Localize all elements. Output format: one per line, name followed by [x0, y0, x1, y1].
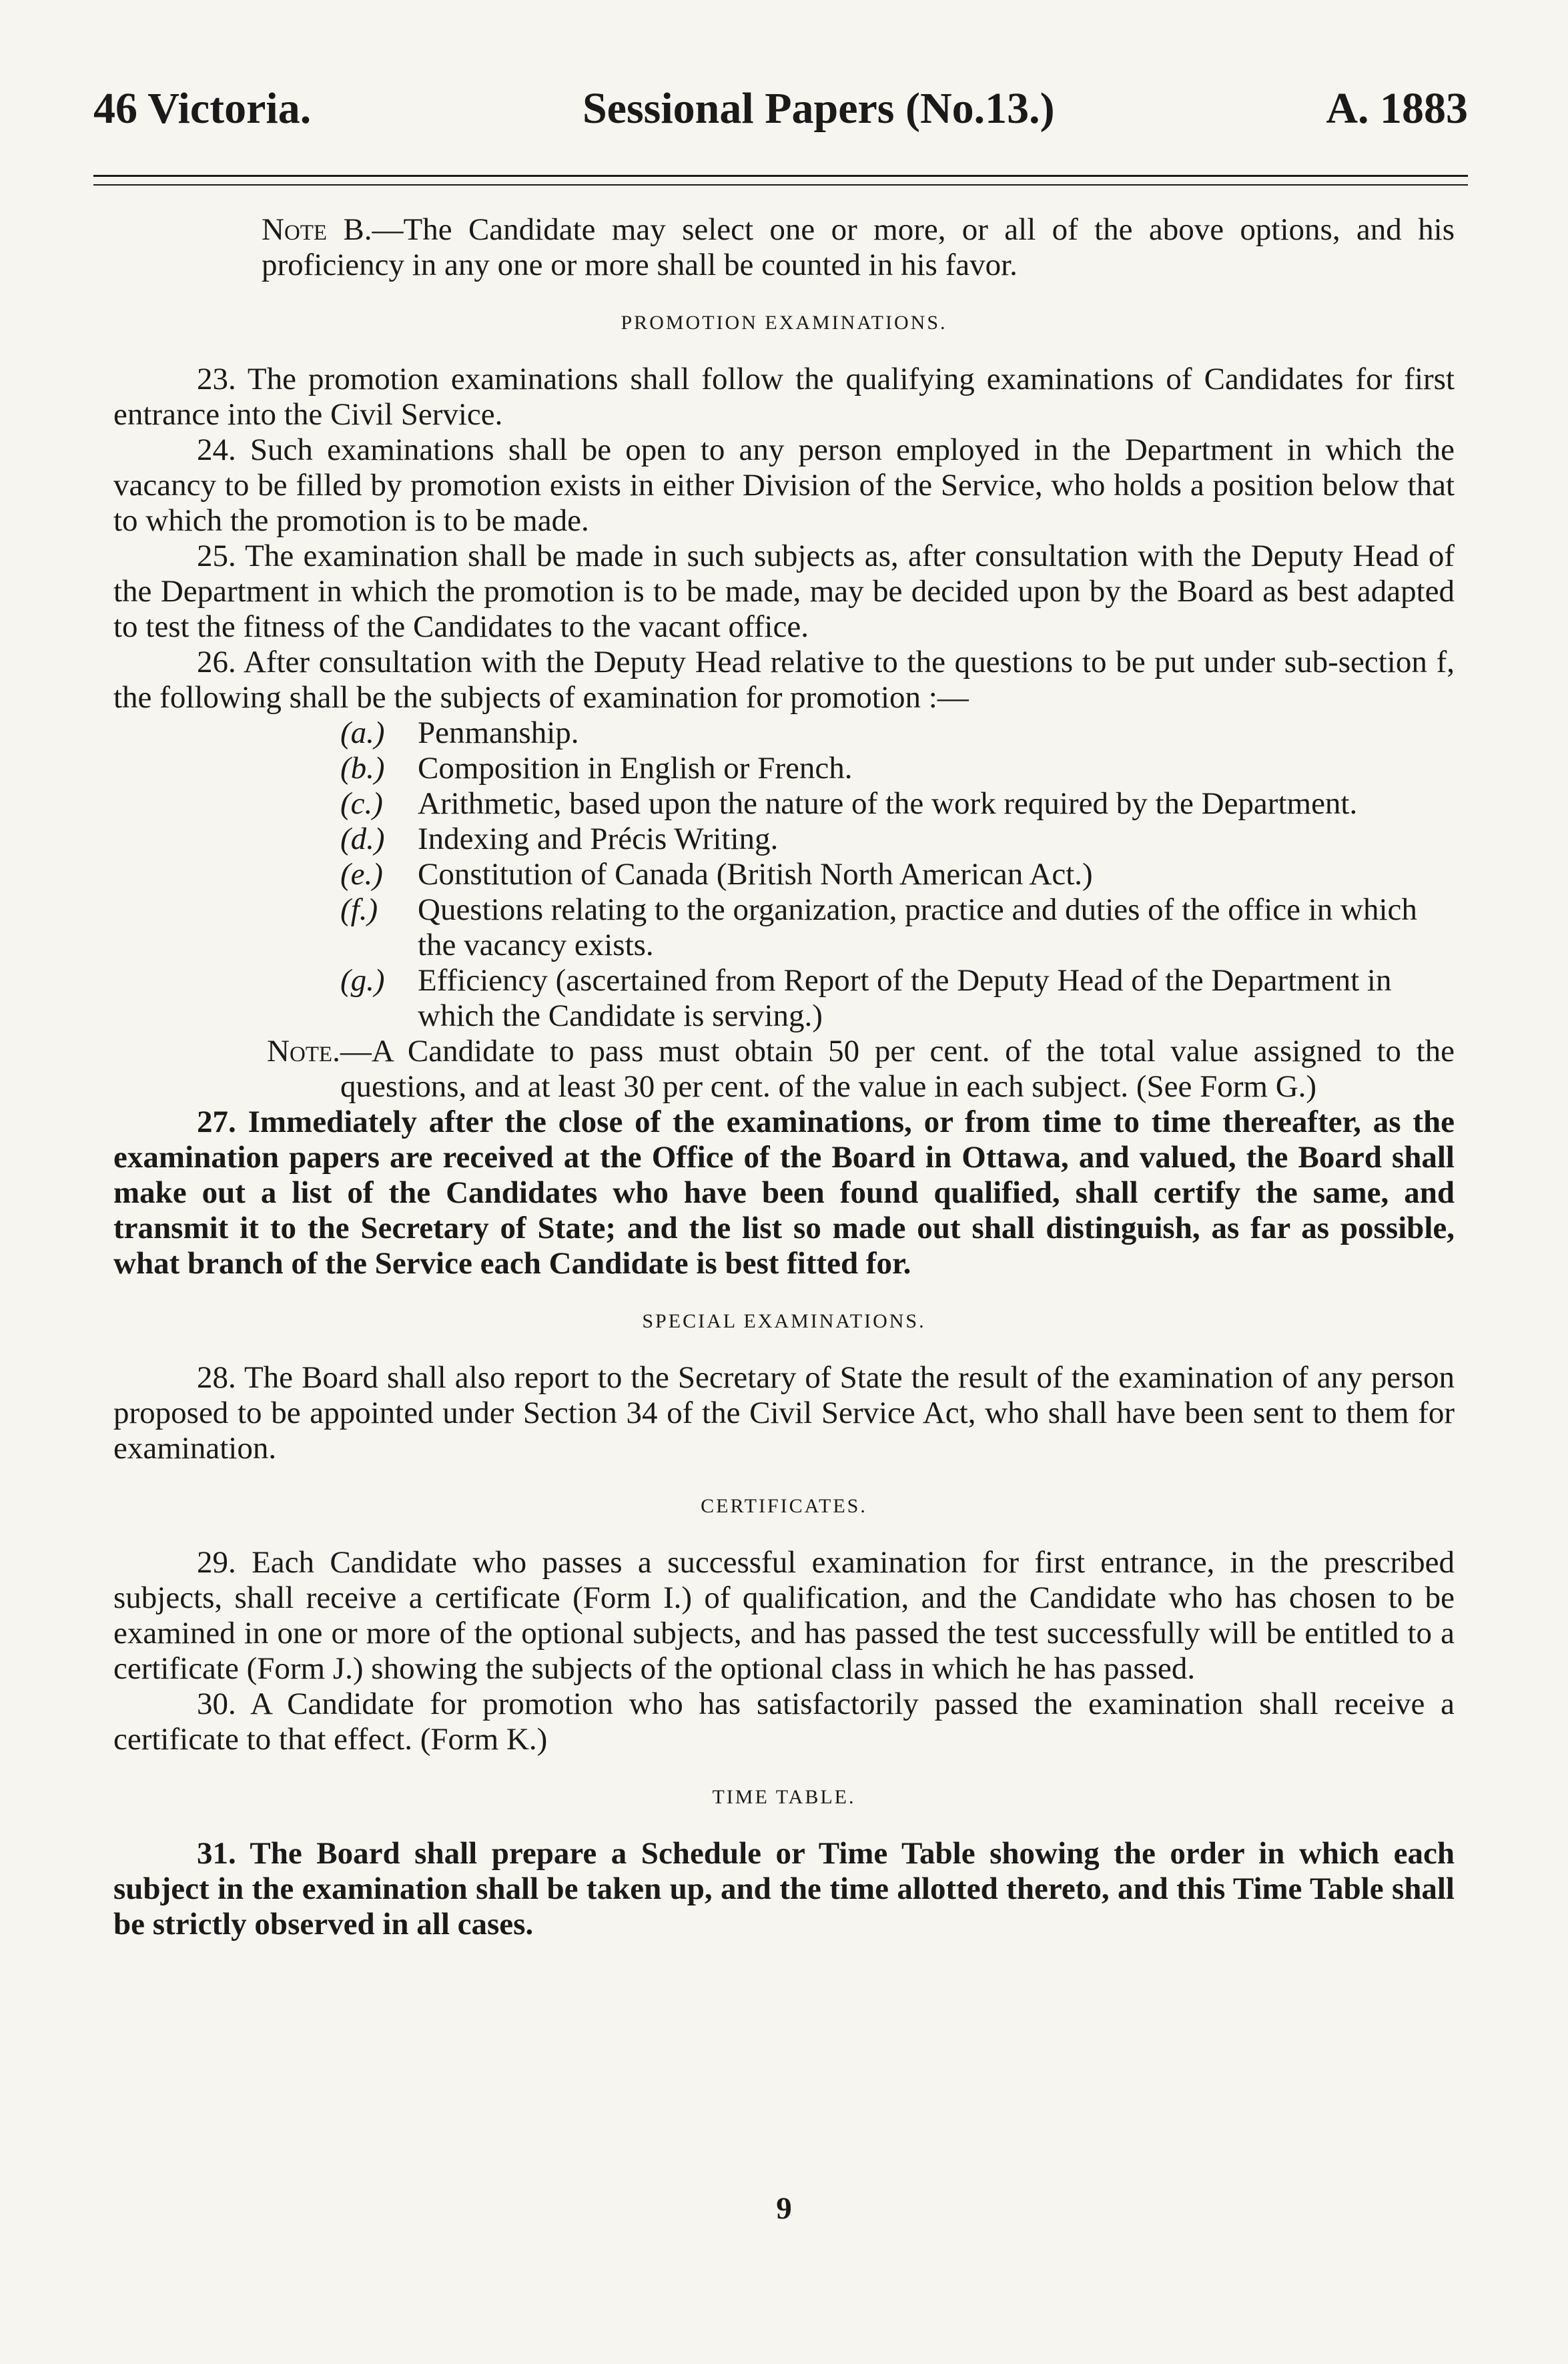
paragraph-23: 23. The promotion examinations shall follow the qualifying examinations of Candidates for first entrance into the Civil Service. [113, 362, 1455, 432]
page-number: 9 [776, 2191, 792, 2226]
list-item-label: (f.) [340, 892, 378, 927]
list-item-label: (c.) [340, 786, 383, 821]
document-body [113, 212, 1455, 1942]
list-item [340, 715, 1455, 751]
running-header [93, 79, 1468, 139]
paragraph-24: 24. Such examinations shall be open to any person employed in the Department in which the vacancy to be filled by promotion exists in either Division of the Service, who holds a position below that to which the promotion is to be made. [113, 432, 1455, 538]
promotion-note [113, 1034, 1455, 1105]
section-heading-promotion: PROMOTION EXAMINATIONS. [621, 312, 947, 334]
list-item-text: Penmanship. [418, 715, 579, 750]
note-label: Note. [267, 1034, 340, 1069]
list-item [340, 963, 1455, 1034]
list-item [340, 892, 1455, 963]
list-item [340, 751, 1455, 786]
list-item-label: (a.) [340, 715, 385, 750]
section-heading-special: SPECIAL EXAMINATIONS. [642, 1310, 926, 1332]
list-item-text: Arithmetic, based upon the nature of the work required by the Department. [418, 786, 1358, 821]
list-item [340, 822, 1455, 857]
list-item-label: (d.) [340, 822, 385, 856]
paragraph-30: 30. A Candidate for promotion who has satisfactorily passed the examination shall receive a certificate to that effect. (Form K.) [113, 1687, 1455, 1757]
header-title: Sessional Papers (No.13.) [582, 84, 1055, 133]
paragraph-25: 25. The examination shall be made in such subjects as, after consultation with the Deputy Head of the Department in which the promotion is to be made, may be decided upon by the Board as best adapted to test the fitness of the Candidates to the vacant office. [113, 539, 1455, 644]
section-heading-certificates: CERTIFICATES. [701, 1495, 867, 1517]
list-item [340, 786, 1455, 822]
list-item-text: Questions relating to the organization, practice and duties of the office in which the vacancy exists. [418, 892, 1417, 962]
header-volume: 46 Victoria. [93, 84, 312, 133]
list-item [340, 857, 1455, 892]
header-rule [93, 175, 1468, 177]
paragraph-27: 27. Immediately after the close of the examinations, or from time to time thereafter, as the examination papers are received at the Office of the Board in Ottawa, and valued, the Board shall make out a list of the Candidates who have been found qualified, shall certify the same, and transmit it to the Secretary of State; and the list so made out shall distinguish, as far as possible, what branch of the Service each Candidate is best fitted for. [113, 1105, 1455, 1281]
note-b-text: —The Candidate may select one or more, or all of the above options, and his proficiency in any one or more shall be counted in his favor. [262, 212, 1455, 282]
paragraph-29: 29. Each Candidate who passes a successful examination for first entrance, in the prescribed subjects, shall receive a certificate (Form I.) of qualification, and the Candidate who has chosen to be examined in one or more of the optional subjects, and has passed the test successfully will be entitled to a certificate (Form J.) showing the subjects of the optional class in which he has passed. [113, 1545, 1455, 1686]
header-rule-thin [93, 184, 1468, 186]
list-item-label: (e.) [340, 857, 383, 892]
note-text: —A Candidate to pass must obtain 50 per cent. of the total value assigned to the questions, and at least 30 per cent. of the value in each subject. (See Form G.) [340, 1034, 1455, 1104]
list-item-label: (g.) [340, 963, 385, 998]
paragraph-31: 31. The Board shall prepare a Schedule or Time Table showing the order in which each subject in the examination shall be taken up, and the time allotted thereto, and this Time Table shall be strictly observed in all cases. [113, 1836, 1455, 1942]
list-item-text: Indexing and Précis Writing. [418, 822, 779, 856]
list-item-label: (b.) [340, 751, 385, 786]
paragraph-26: 26. After consultation with the Deputy Head relative to the questions to be put under sub-section f, the following shall be the subjects of examination for promotion :— [113, 645, 1455, 715]
note-b-label: Note B. [262, 212, 372, 247]
paragraph-28: 28. The Board shall also report to the Secretary of State the result of the examination of any person proposed to be appointed under Section 34 of the Civil Service Act, who shall have been sent to them for examination. [113, 1360, 1455, 1466]
list-item-text: Efficiency (ascertained from Report of the Deputy Head of the Department in which the Candidate is serving.) [418, 963, 1392, 1033]
subject-list [113, 715, 1455, 1034]
note-b [113, 212, 1455, 283]
list-item-text: Composition in English or French. [418, 751, 853, 786]
header-year: A. 1883 [1326, 84, 1468, 133]
list-item-text: Constitution of Canada (British North American Act.) [418, 857, 1093, 892]
section-heading-timetable: TIME TABLE. [712, 1786, 856, 1808]
